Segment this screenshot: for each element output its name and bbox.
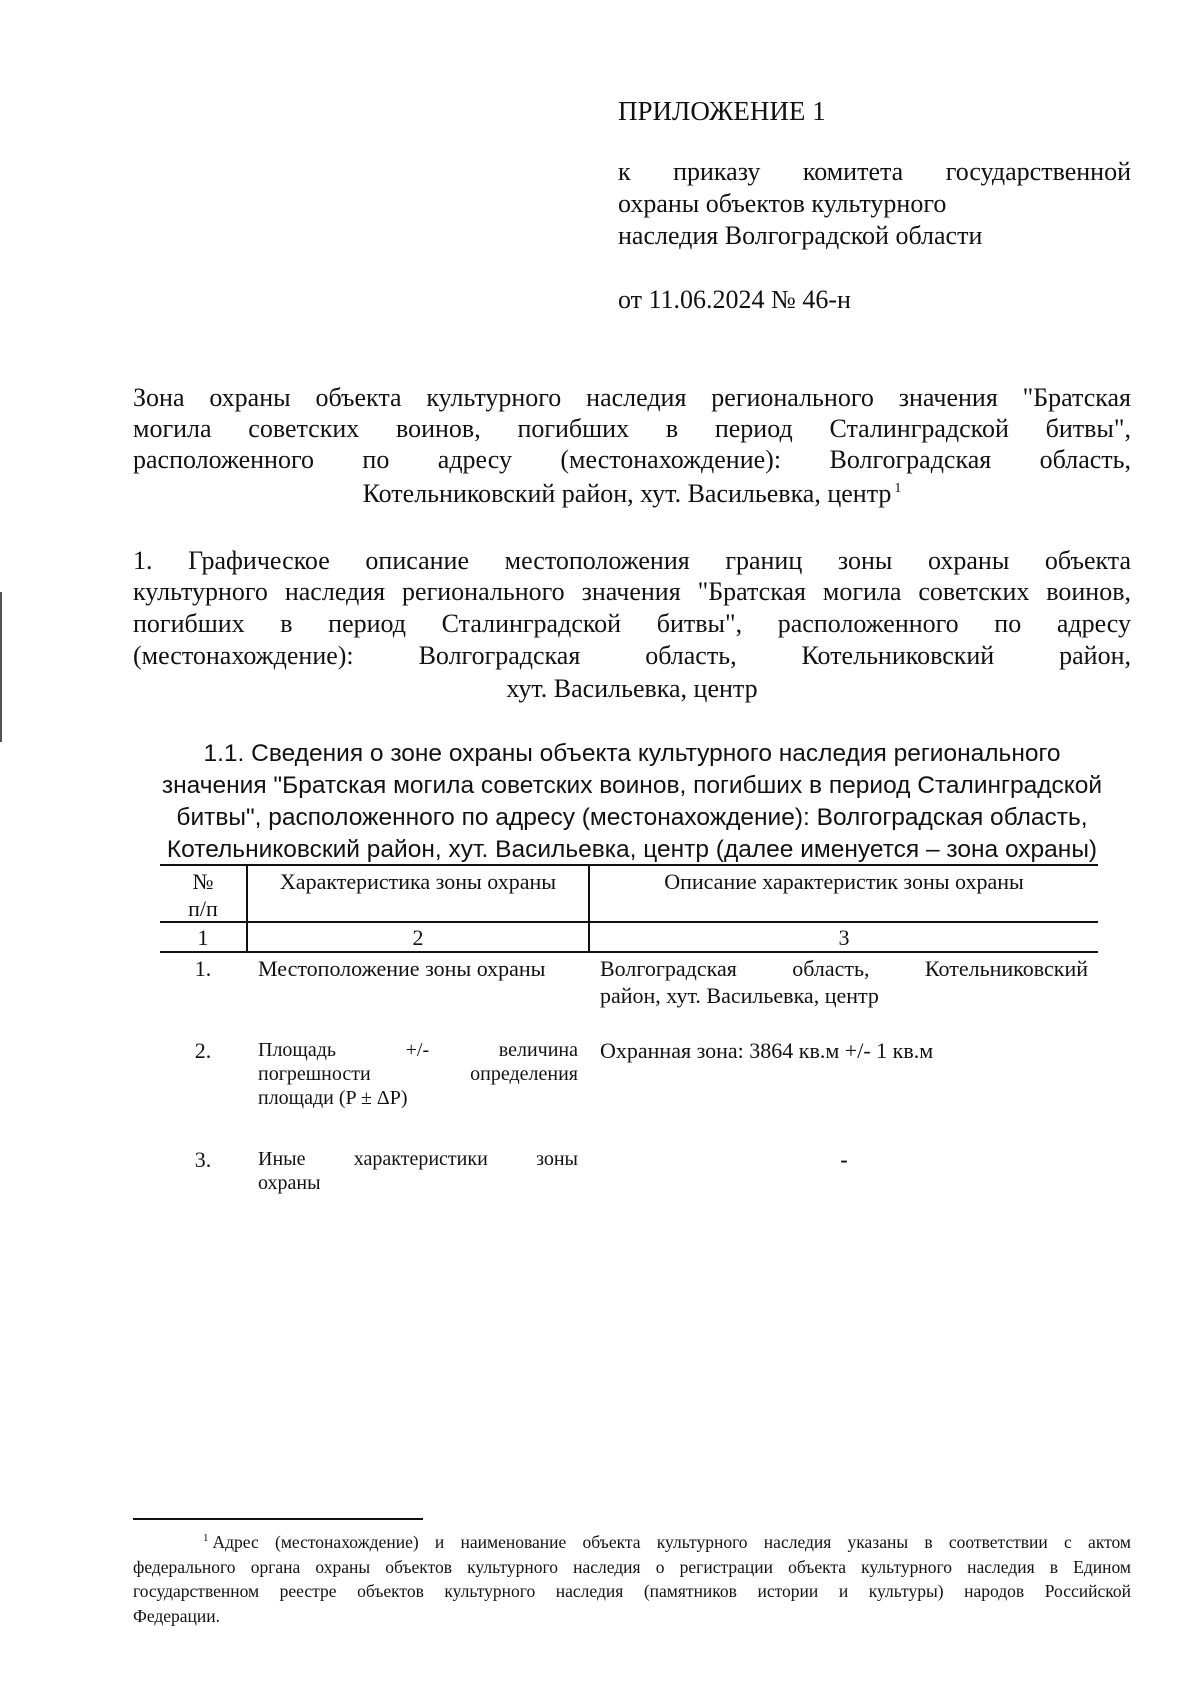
document-title-line-2: могила советских воинов, погибших в период Сталинградской битвы",: [133, 414, 1131, 443]
header-row-number-abbr: п/п: [188, 896, 218, 921]
footnote-line-3: государственном реестре объектов культурного наследия (памятников истории и культуры) народов Российской: [133, 1581, 1131, 1601]
section-1-line-2: культурного наследия регионального значения "Братская могила советских воинов,: [133, 577, 1131, 606]
row-2-description: Охранная зона: 3864 кв.м +/- 1 кв.м: [600, 1038, 934, 1063]
row-2-number: 2.: [194, 1038, 212, 1063]
row-1-number: 1.: [194, 956, 212, 981]
row-3-characteristic-line-1: Иные характеристики зоны: [258, 1148, 578, 1170]
footnote-line-4: Федерации.: [133, 1605, 221, 1626]
section-1-line-3: погибших в период Сталинградской битвы", расположенного по адресу: [133, 609, 1131, 638]
row-3-characteristic-line-2: охраны: [258, 1172, 321, 1194]
row-2-characteristic: [258, 1038, 578, 1110]
footnote-reference: 1: [894, 481, 902, 497]
column-number-2: 2: [412, 925, 424, 950]
row-2-characteristic-line-2: погрешности определения: [258, 1063, 578, 1085]
row-3-characteristic: [258, 1147, 578, 1195]
column-number-3: 3: [838, 925, 850, 950]
appendix-reference-line-3: наследия Волгоградской области: [618, 221, 983, 250]
table-header-rule: [160, 921, 1098, 923]
row-1-characteristic: Местоположение зоны охраны: [258, 956, 546, 981]
row-1-description-line-1: Волгоградская область, Котельниковский: [600, 956, 1088, 981]
section-1-1-line-4: Котельниковский район, хут. Васильевка, центр (далее именуется – зона охраны): [166, 836, 1098, 863]
row-1-description: [600, 955, 1088, 1009]
section-1-1-line-2: значения "Братская могила советских воинов, погибших в период Сталинградской: [161, 772, 1103, 799]
order-date-number: от 11.06.2024 № 46-н: [618, 285, 851, 314]
footnote: [133, 1530, 1131, 1628]
row-3-description: -: [840, 1147, 848, 1172]
document-title-line-1: Зона охраны объекта культурного наследия регионального значения "Братская: [133, 383, 1131, 412]
footnote-line-1: [133, 1530, 1131, 1555]
document-title-line-4-text: Котельниковский район, хут. Васильевка, центр: [362, 479, 892, 508]
column-number-1: 1: [197, 925, 209, 950]
appendix-reference-line-1: к приказу комитета государственной: [618, 157, 1131, 186]
section-1-line-5: хут. Васильевка, центр: [506, 674, 758, 703]
table-colnum-rule: [160, 951, 1098, 953]
header-description: Описание характеристик зоны охраны: [664, 869, 1024, 894]
section-1-line-1: 1. Графическое описание местоположения границ зоны охраны объекта: [133, 546, 1131, 575]
table-top-rule: [160, 864, 1098, 866]
footnote-mark: 1: [203, 1532, 209, 1545]
row-3-number: 3.: [194, 1147, 212, 1172]
row-1-description-line-2: район, хут. Васильевка, центр: [600, 983, 879, 1008]
row-2-characteristic-line-3: площади (P ± ΔP): [258, 1087, 408, 1109]
header-row-number-sign: №: [192, 869, 214, 894]
section-1-1-line-3: битвы", расположенного по адресу (местонахождение): Волгоградская область,: [176, 804, 1088, 831]
header-row-number: [160, 868, 246, 922]
footnote-line-1-text: Адрес (местонахождение) и наименование объекта культурного наследия указаны в соответствии с актом: [212, 1532, 1131, 1552]
appendix-title: ПРИЛОЖЕНИЕ 1: [618, 96, 826, 126]
section-1-line-4: (местонахождение): Волгоградская область, Котельниковский район,: [133, 641, 1131, 670]
row-2-characteristic-line-1: Площадь +/- величина: [258, 1039, 578, 1061]
document-title-line-3: расположенного по адресу (местонахождение): Волгоградская область,: [133, 445, 1131, 474]
header-characteristic: Характеристика зоны охраны: [279, 869, 557, 894]
appendix-reference-line-2: охраны объектов культурного: [618, 189, 947, 218]
footnote-line-2: федерального органа охраны объектов культурного наследия о регистрации объекта культурного наследия в Едином: [133, 1556, 1131, 1577]
footnote-separator: [133, 1518, 423, 1520]
section-1-1-line-1: 1.1. Сведения о зоне охраны объекта культурного наследия регионального: [203, 740, 1061, 767]
